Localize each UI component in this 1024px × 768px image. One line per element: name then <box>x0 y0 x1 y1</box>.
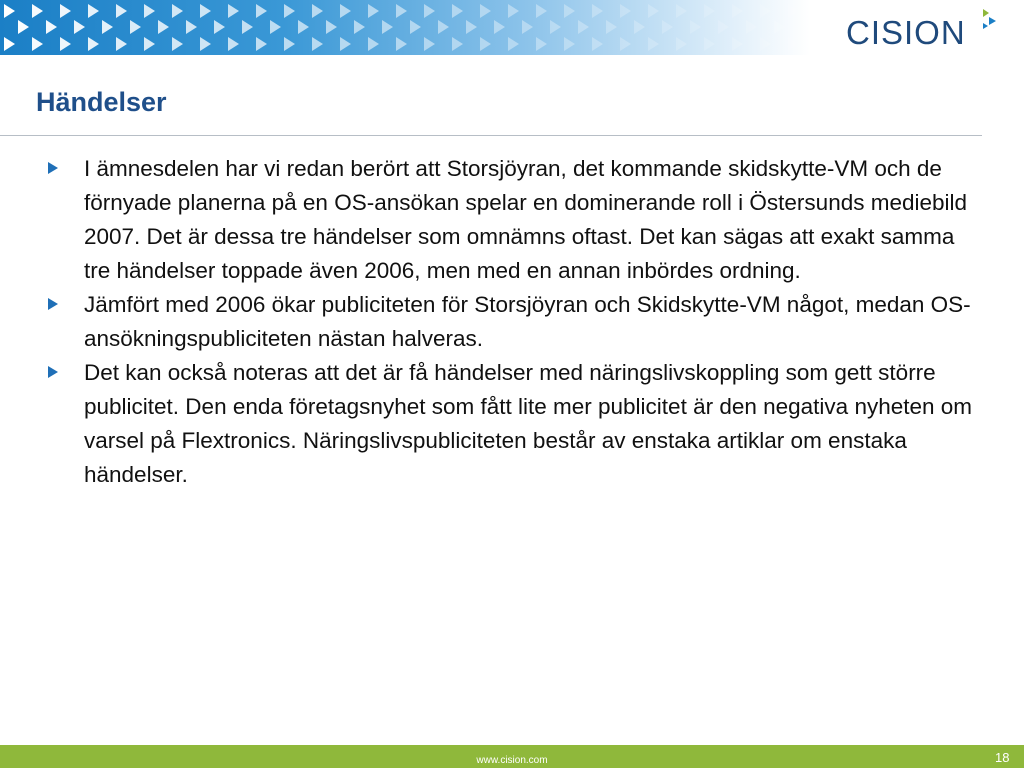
bullet-text: I ämnesdelen har vi redan berört att Storsjöyran, det kommande skidskytte-VM och de förnyade planerna på en OS-ansökan spelar en dominerande roll i Östersunds mediebild 2007. Det är dessa tre händelser som omnämns oftast. Det kan sägas att exakt samma tre händelser toppade även 2006, men med en annan inbördes ordning. <box>84 156 968 283</box>
bullet-item <box>48 288 978 356</box>
logo-arrow-icon <box>980 9 1000 31</box>
chevron-shape <box>228 4 239 18</box>
slide-title: Händelser <box>36 87 167 117</box>
chevron-shape <box>326 20 337 34</box>
chevron-shape <box>396 4 407 18</box>
cision-logo: CISION <box>846 14 966 51</box>
chevron-shape <box>592 4 603 18</box>
chevron-shape <box>774 20 785 34</box>
chevron-shape <box>368 37 379 51</box>
chevron-shape <box>32 37 43 51</box>
chevron-shape <box>480 4 491 18</box>
chevron-shape <box>46 20 57 34</box>
chevron-shape <box>60 37 71 51</box>
bullet-arrow-icon <box>48 298 58 310</box>
chevron-shape <box>144 37 155 51</box>
chevron-shape <box>130 20 141 34</box>
chevron-shape <box>214 20 225 34</box>
chevron-shape <box>508 4 519 18</box>
chevron-shape <box>158 20 169 34</box>
chevron-shape <box>648 4 659 18</box>
chevron-shape <box>704 37 715 51</box>
chevron-shape <box>18 20 29 34</box>
chevron-shape <box>564 4 575 18</box>
chevron-shape <box>270 20 281 34</box>
chevron-shape <box>228 37 239 51</box>
chevron-shape <box>634 20 645 34</box>
chevron-shape <box>452 4 463 18</box>
chevron-shape <box>676 4 687 18</box>
chevron-shape <box>536 37 547 51</box>
chevron-shape <box>788 4 799 18</box>
chevron-shape <box>144 4 155 18</box>
chevron-shape <box>312 37 323 51</box>
header-banner <box>0 0 810 55</box>
chevron-shape <box>200 37 211 51</box>
chevron-shape <box>606 20 617 34</box>
chevron-shape <box>368 4 379 18</box>
bullet-item <box>48 152 978 288</box>
chevron-shape <box>788 37 799 51</box>
chevron-shape <box>312 4 323 18</box>
chevron-shape <box>88 37 99 51</box>
chevron-shape <box>522 20 533 34</box>
bullet-list <box>48 152 978 492</box>
chevron-shape <box>760 37 771 51</box>
chevron-shape <box>452 37 463 51</box>
chevron-shape <box>88 4 99 18</box>
page-number: 18 <box>995 750 1010 765</box>
chevron-shape <box>466 20 477 34</box>
title-divider <box>0 135 982 136</box>
chevron-shape <box>620 4 631 18</box>
chevron-shape <box>102 20 113 34</box>
chevron-shape <box>536 4 547 18</box>
chevron-shape <box>676 37 687 51</box>
bullet-arrow-icon <box>48 162 58 174</box>
chevron-shape <box>620 37 631 51</box>
chevron-shape <box>60 4 71 18</box>
chevron-shape <box>340 4 351 18</box>
bullet-item <box>48 356 978 492</box>
chevron-shape <box>200 4 211 18</box>
chevron-shape <box>284 4 295 18</box>
chevron-shape <box>690 20 701 34</box>
chevron-shape <box>172 37 183 51</box>
chevron-shape <box>550 20 561 34</box>
chevron-shape <box>746 20 757 34</box>
chevron-shape <box>732 4 743 18</box>
chevron-shape <box>340 37 351 51</box>
chevron-shape <box>396 37 407 51</box>
chevron-shape <box>410 20 421 34</box>
chevron-shape <box>298 20 309 34</box>
chevron-shape <box>284 37 295 51</box>
chevron-shape <box>172 4 183 18</box>
chevron-shape <box>256 37 267 51</box>
chevron-shape <box>424 37 435 51</box>
chevron-shape <box>424 4 435 18</box>
chevron-shape <box>704 4 715 18</box>
chevron-shape <box>438 20 449 34</box>
chevron-shape <box>648 37 659 51</box>
chevron-shape <box>116 4 127 18</box>
bullet-text: Det kan också noteras att det är få händelser med näringslivskoppling som gett större publicitet. Den enda företagsnyhet som fått lite mer publicitet är den negativa nyheten om varsel på Flextronics. Näringslivspubliciteten består av enstaka artiklar om enstaka händelser. <box>84 360 973 487</box>
chevron-shape <box>718 20 729 34</box>
chevron-shape <box>4 37 15 51</box>
chevron-shape <box>760 4 771 18</box>
chevron-shape <box>354 20 365 34</box>
chevron-shape <box>578 20 589 34</box>
chevron-shape <box>242 20 253 34</box>
chevron-shape <box>116 37 127 51</box>
chevron-shape <box>4 4 15 18</box>
chevron-shape <box>508 37 519 51</box>
chevron-shape <box>564 37 575 51</box>
chevron-shape <box>592 37 603 51</box>
chevron-shape <box>256 4 267 18</box>
chevron-shape <box>494 20 505 34</box>
chevron-shape <box>74 20 85 34</box>
chevron-shape <box>662 20 673 34</box>
chevron-shape <box>186 20 197 34</box>
bullet-text: Jämfört med 2006 ökar publiciteten för Storsjöyran och Skidskytte-VM något, medan OS-ansökningspubliciteten nästan halveras. <box>84 292 971 351</box>
chevron-shape <box>32 4 43 18</box>
chevron-shape <box>732 37 743 51</box>
chevron-shape <box>480 37 491 51</box>
footer-url[interactable]: www.cision.com <box>476 755 548 766</box>
chevron-shape <box>382 20 393 34</box>
bullet-arrow-icon <box>48 366 58 378</box>
